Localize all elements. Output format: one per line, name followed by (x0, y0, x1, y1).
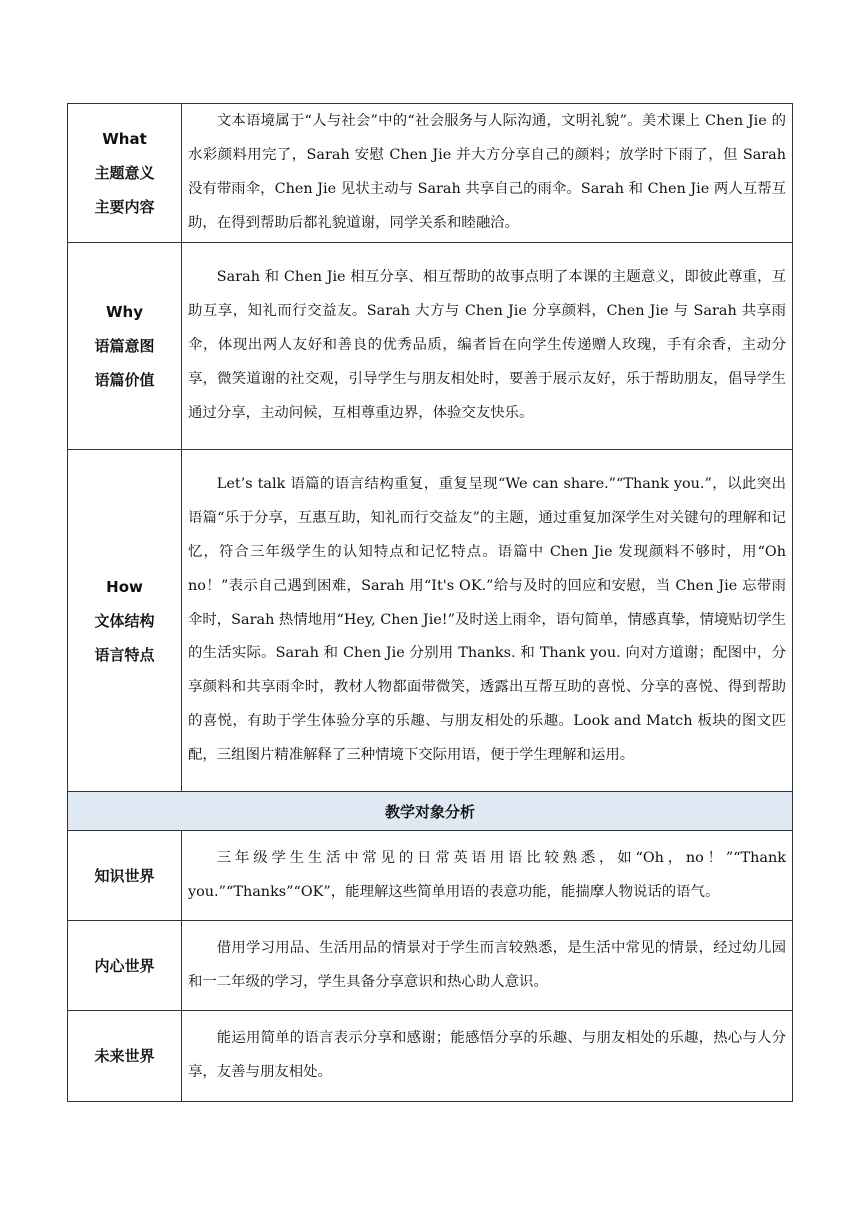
row-content-how (182, 450, 793, 792)
paragraph: 三年级学生生活中常见的日常英语用语比较熟悉，如“Oh，no！”“Thank you.”“Thanks”“OK”，能理解这些简单用语的表意功能，能揣摩人物说话的语气。 (188, 849, 786, 900)
row-content-why (182, 243, 793, 450)
label-line: 主要内容 (94, 198, 155, 216)
row-content-future (182, 1011, 793, 1102)
row-label-how (68, 450, 182, 792)
table-row-knowledge (68, 831, 793, 921)
row-label-knowledge: 知识世界 (68, 831, 182, 921)
label-line: 文体结构 (94, 611, 155, 630)
row-content-inner (182, 921, 793, 1011)
label-line: 主题意义 (94, 164, 155, 182)
row-content-knowledge (182, 831, 793, 921)
paragraph: Let’s talk 语篇的语言结构重复，重复呈现“We can share.”“Thank you.”，以此突出语篇“乐于分享，互惠互助，知礼而行交益友”的主题，通过重复加深学生对关键句的理解和记忆，符合三年级学生的认知特点和记忆特点。语篇中 Chen Jie 发现颜料不够时，用“Oh no！”表示自己遇到困难，Sarah 用“It's OK.”给与及时的回应和安慰，当 Chen Jie 忘带雨伞时，Sarah 热情地用“Hey, Chen Jie!”及时送上雨伞，语句简单，情感真挚，情境贴切学生的生活实际。Sarah 和 Chen Jie 分别用 Thanks. 和 Thank you. 向对方道谢；配图中，分享颜料和共享雨伞时，教材人物都面带微笑，透露出互帮互助的喜悦、分享的喜悦、得到帮助的喜悦，有助于学生体验分享的乐趣、与朋友相处的乐趣。Look and Match 板块的图文匹配，三组图片精准解释了三种情境下交际用语，便于学生理解和运用。 (188, 475, 786, 764)
section-header-row (68, 792, 793, 831)
label-line: 语篇价值 (94, 371, 155, 389)
row-content-what (182, 104, 793, 243)
paragraph: 文本语境属于“人与社会”中的“社会服务与人际沟通，文明礼貌”。美术课上 Chen Jie 的水彩颜料用完了，Sarah 安慰 Chen Jie 并大方分享自己的颜料；放学时下雨了，但 Sarah 没有带雨伞，Chen Jie 见状主动与 Sarah 共享自己的雨伞。Sarah 和 Chen Jie 两人互帮互助，在得到帮助后都礼貌道谢，同学关系和睦融洽。 (188, 113, 786, 231)
row-label-inner: 内心世界 (68, 921, 182, 1011)
table-row-future (68, 1011, 793, 1102)
label-line: 语言特点 (94, 645, 155, 664)
row-label-what (68, 104, 182, 243)
table-row-why (68, 243, 793, 450)
label-line: Why (105, 303, 143, 321)
paragraph: Sarah 和 Chen Jie 相互分享、相互帮助的故事点明了本课的主题意义，即彼此尊重，互助互享，知礼而行交益友。Sarah 大方与 Chen Jie 分享颜料，Chen Jie 与 Sarah 共享雨伞，体现出两人友好和善良的优秀品质，编者旨在向学生传递赠人玫瑰，手有余香，主动分享，微笑道谢的社交观，引导学生与朋友相处时，要善于展示友好，乐于帮助朋友，倡导学生通过分享，主动问候，互相尊重边界，体验交友快乐。 (188, 269, 786, 421)
lesson-analysis-table (67, 103, 793, 1102)
paragraph: 借用学习用品、生活用品的情景对于学生而言较熟悉，是生活中常见的情景，经过幼儿园和一二年级的学习，学生具备分享意识和热心助人意识。 (188, 939, 786, 990)
label-line: How (106, 577, 143, 596)
table-row-inner (68, 921, 793, 1011)
label-line: 语篇意图 (94, 337, 155, 355)
table-row-how (68, 450, 793, 792)
section-title: 教学对象分析 (68, 792, 793, 831)
paragraph: 能运用简单的语言表示分享和感谢；能感悟分享的乐趣、与朋友相处的乐趣，热心与人分享，友善与朋友相处。 (188, 1030, 786, 1080)
row-label-why (68, 243, 182, 450)
table-row-what (68, 104, 793, 243)
row-label-future: 未来世界 (68, 1011, 182, 1102)
label-line: What (102, 130, 147, 148)
